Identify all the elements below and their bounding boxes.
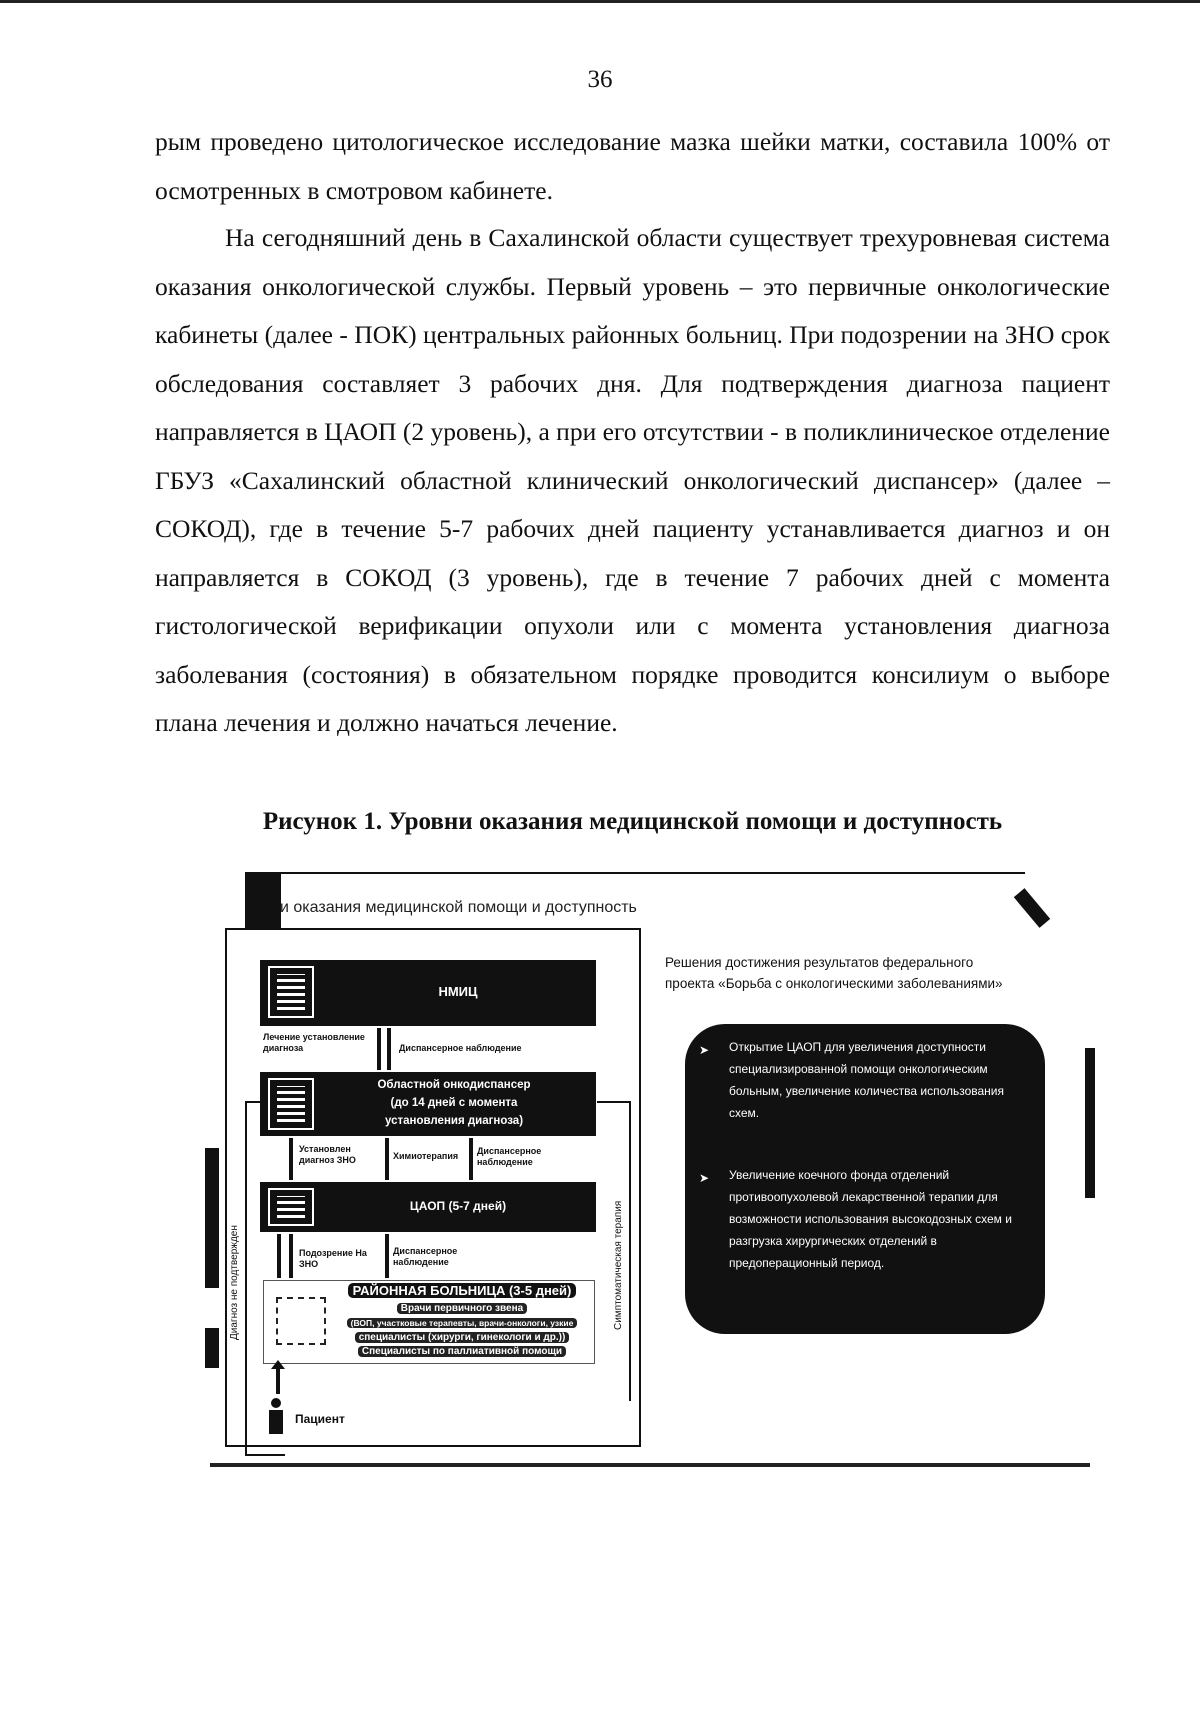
solutions-panel <box>685 1024 1045 1334</box>
hospital-line-2: (ВОП, участковые терапевты, врачи-онкологи, узкие <box>334 1318 590 1328</box>
right-edge-decoration <box>1085 1048 1095 1198</box>
caop-label: ЦАОП (5-7 дней) <box>409 1199 507 1213</box>
solution-item-1: ➤ Открытие ЦАОП для увеличения доступности специализированной помощи онкологическим больным, увеличение количества использования схем. <box>699 1040 1005 1120</box>
oblast-line-2: (до 14 дней с момента <box>390 1097 518 1109</box>
figure-title: и оказания медицинской помощи и доступность <box>280 899 637 916</box>
right-loop-line <box>629 1101 631 1401</box>
arrow-up-3 <box>277 1234 281 1278</box>
oblast-line-3: установления диагноза) <box>384 1115 524 1127</box>
nmic-label: НМИЦ <box>438 984 478 999</box>
figure-levels-of-care <box>205 868 1105 1468</box>
figure-top-line <box>245 872 1025 874</box>
label-diagnosed: Установлен диагноз ЗНО <box>299 1144 356 1165</box>
patient-label: Пациент <box>295 1412 345 1426</box>
label-dispensary-1: Диспансерное наблюдение <box>399 1043 522 1053</box>
arrow-bullet-icon: ➤ <box>699 1171 710 1185</box>
paragraph-2: На сегодняшний день в Сахалинской области существует трехуровневая система оказания онкологической службы. Первый уровень – это первичные онкологические кабинеты (далее - ПОК) центральных районных больниц. При подозрении на ЗНО срок обследования составляет 3 рабочих дня. Для подтверждения диагноза пациент направляется в ЦАОП (2 уровень), а при его отсутствии - в поликлиническое отделение ГБУЗ «Сахалинский областной клинический онкологический диспансер» (далее – СОКОД), где в течение 5-7 рабочих дней пациенту устанавливается диагноз и он направляется в СОКОД (3 уровень), где в течение 7 рабочих дней с момента гистологической верификации опухоли или с момента установления диагноза заболевания (состояния) в обязательном порядке проводится консилиум о выборе плана лечения и должно начаться лечение. <box>155 223 1110 737</box>
oblast-label <box>320 1076 588 1130</box>
arrow-bullet-icon: ➤ <box>699 1043 710 1057</box>
arrow-down-4 <box>385 1234 389 1278</box>
label-treatment: Лечение установление диагноза <box>263 1032 365 1053</box>
arrow-up-4 <box>289 1234 293 1278</box>
hospital-title: РАЙОННАЯ БОЛЬНИЦА (3-5 дней) <box>334 1283 590 1298</box>
left-edge-decoration-2 <box>205 1328 219 1368</box>
level-caop <box>260 1182 596 1232</box>
top-border <box>0 0 1200 3</box>
hospital-line-4: Специалисты по паллиативной помощи <box>334 1346 590 1357</box>
figure-bottom-line <box>210 1463 1090 1467</box>
side-label-symptomatic: Симптоматическая терапия <box>613 1200 624 1330</box>
label-dispensary-3: Диспансерное наблюдение <box>393 1246 458 1267</box>
figure-title-mark <box>245 874 281 930</box>
oblast-line-1: Областной онкодиспансер <box>377 1079 531 1091</box>
hospital-icon <box>276 1297 326 1345</box>
left-loop-bottom <box>245 1454 285 1456</box>
clinic-icon <box>268 1188 314 1226</box>
side-label-not-confirmed: Диагноз не подтвержден <box>229 1225 240 1340</box>
hospital-line-1: Врачи первичного звена <box>334 1303 590 1314</box>
arrow-up-2 <box>289 1138 293 1180</box>
level-nmic <box>260 960 596 1026</box>
level-oblast-dispensary <box>260 1072 596 1136</box>
hospital-line-3: специалисты (хирурги, гинекологи и др.)) <box>334 1332 590 1343</box>
page-number: 36 <box>587 66 613 93</box>
corner-decoration <box>1014 888 1050 928</box>
patient-icon <box>267 1398 285 1434</box>
label-suspicion: Подозрение На ЗНО <box>299 1248 367 1269</box>
figure-caption: Рисунок 1. Уровни оказания медицинской помощи и доступность <box>262 808 1003 835</box>
left-edge-decoration <box>205 1148 219 1288</box>
solution-item-2: ➤ Увеличение коечного фонда отделений противоопухолевой лекарственной терапии для возможности использования высокодозных схем и разгрузка хирургических отделений в предоперационный период. <box>699 1168 1012 1270</box>
arrow-down-2 <box>385 1138 389 1180</box>
label-dispensary-2: Диспансерное наблюдение <box>477 1146 542 1167</box>
building-icon <box>268 1078 314 1130</box>
arrow-up-1 <box>387 1028 391 1070</box>
level-district-hospital <box>263 1280 595 1364</box>
left-loop-line <box>245 1101 247 1456</box>
label-chemo: Химиотерапия <box>393 1151 459 1161</box>
arrow-down-1 <box>377 1028 381 1070</box>
building-icon <box>268 966 314 1018</box>
right-loop-top <box>597 1101 631 1103</box>
paragraph-1: рым проведено цитологическое исследование мазка шейки матки, составила 100% от осмотренных в смотровом кабинете. <box>155 127 1110 205</box>
arrow-down-3 <box>469 1138 473 1180</box>
right-heading: Решения достижения результатов федерального проекта «Борьба с онкологическими заболеваниями» <box>665 955 1003 991</box>
arrow-patient-up <box>276 1368 280 1394</box>
